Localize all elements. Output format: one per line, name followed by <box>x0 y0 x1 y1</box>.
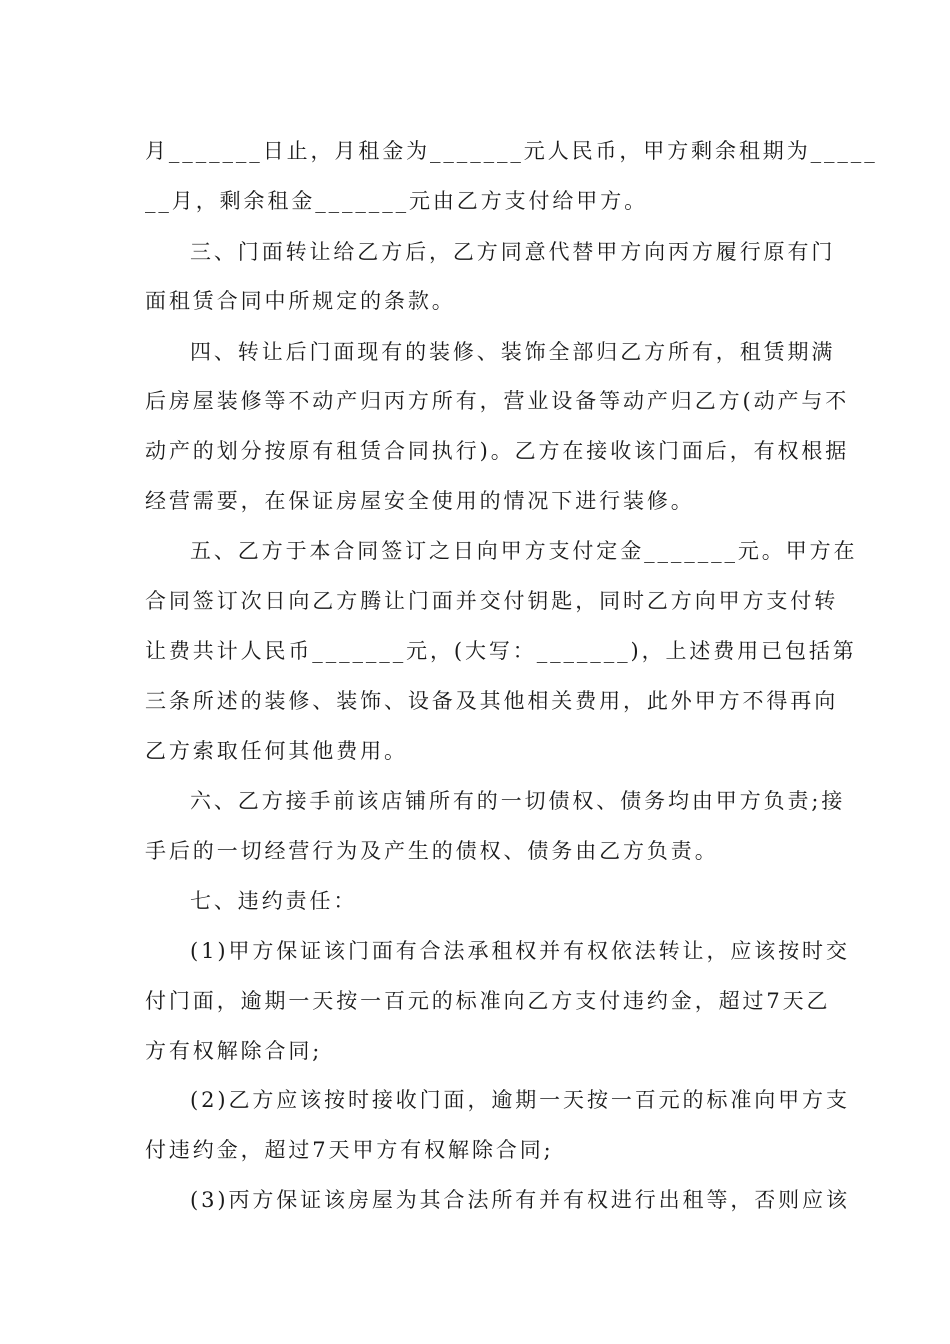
text-line: 付违约金，超过7天甲方有权解除合同; <box>145 1138 554 1162</box>
text-line: 后房屋装修等不动产归丙方所有，营业设备等动产归乙方(动产与不 <box>145 389 850 413</box>
text-line: 让费共计人民币_______元，(大写：_______)，上述费用已包括第 <box>145 639 857 663</box>
text-line: 方有权解除合同; <box>145 1039 323 1063</box>
text-line: 三条所述的装修、装饰、设备及其他相关费用，此外甲方不得再向 <box>145 689 839 713</box>
clause-1-start: (1)甲方保证该门面有合法承租权并有权依法转让，应该按时交 <box>190 939 850 963</box>
text-line: 付门面，逾期一天按一百元的标准向乙方支付违约金，超过7天乙 <box>145 989 831 1013</box>
paragraph-3-start: 三、门面转让给乙方后，乙方同意代替甲方向丙方履行原有门 <box>190 240 836 264</box>
text-line: __月，剩余租金_______元由乙方支付给甲方。 <box>145 189 648 213</box>
clause-3-start: (3)丙方保证该房屋为其合法所有并有权进行出租等，否则应该 <box>190 1188 850 1212</box>
clause-2-start: (2)乙方应该按时接收门面，逾期一天按一百元的标准向甲方支 <box>190 1088 850 1112</box>
paragraph-4-start: 四、转让后门面现有的装修、装饰全部归乙方所有，租赁期满 <box>190 340 836 364</box>
text-line: 动产的划分按原有租赁合同执行)。乙方在接收该门面后，有权根据 <box>145 439 850 463</box>
text-line: 经营需要，在保证房屋安全使用的情况下进行装修。 <box>145 489 695 513</box>
text-line: 面租赁合同中所规定的条款。 <box>145 289 456 313</box>
section-heading-breach: 七、违约责任： <box>190 889 358 913</box>
paragraph-6-start: 六、乙方接手前该店铺所有的一切债权、债务均由甲方负责;接 <box>190 789 846 813</box>
text-line: 月_______日止，月租金为_______元人民币，甲方剩余租期为_____ <box>145 139 878 163</box>
text-line: 乙方索取任何其他费用。 <box>145 739 408 763</box>
text-line: 合同签订次日向乙方腾让门面并交付钥匙，同时乙方向甲方支付转 <box>145 589 839 613</box>
paragraph-5-start: 五、乙方于本合同签订之日向甲方支付定金_______元。甲方在 <box>190 539 858 563</box>
text-line: 手后的一切经营行为及产生的债权、债务由乙方负责。 <box>145 839 719 863</box>
